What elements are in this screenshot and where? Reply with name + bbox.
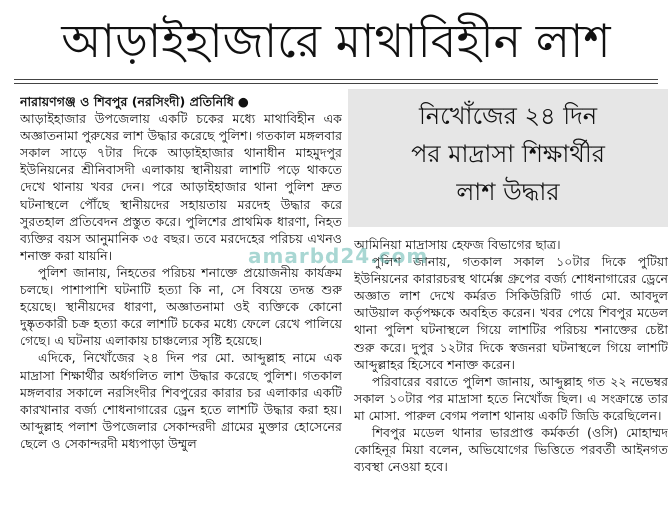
paragraph: পুলিশ জানায়, নিহতের পরিচয় শনাক্তে প্রয়োজনীয় কার্যক্রম চলছে। পাশাপাশি ঘটনাটি হত্যা কি না, সে বিষয়ে তদন্ত শুরু হয়েছে। স্থানীয়দের ধারণা, অজ্ঞাতনামা ওই ব্যক্তিকে কোনো দুষ্কৃতকারী চক্র হত্যা করে লাশটি চকের মধ্যে ফেলে রেখে পালিয়ে গেছে। এ ঘটনায় এলাকায় চাঞ্চল্যের সৃষ্টি হয়েছে। [20, 264, 342, 349]
article-column-right [354, 236, 668, 526]
highlight-box-title [348, 97, 668, 211]
watermark: amarbd24.com [248, 244, 429, 268]
byline-marker: ● [237, 94, 249, 109]
paragraph: আড়াইহাজার উপজেলায় একটি চকের মধ্যে মাথাবিহীন এক অজ্ঞাতনামা পুরুষের লাশ উদ্ধার করেছে পুলিশ। গতকাল মঙ্গলবার সকাল সাড়ে ৭টার দিকে আড়াইহাজার থানাধীন মাহমুদপুর ইউনিয়নের শ্রীনিবাসদী এলাকায় স্থানীয়রা লাশটি পড়ে থাকতে দেখে থানায় খবর দেন। পরে আড়াইহাজার থানা পুলিশ দ্রুত ঘটনাস্থলে পৌঁছে স্থানীয়দের সহায়তায় মরদেহ উদ্ধার করে সুরতহাল প্রতিবেদন প্রস্তুত করে। পুলিশের প্রাথমিক ধারণা, নিহত ব্যক্তির বয়স আনুমানিক ৩৫ বছর। তবে মরদেহের পরিচয় এখনও শনাক্ত করা যায়নি। [20, 111, 342, 263]
article-column-left [20, 93, 342, 526]
highlight-box [348, 89, 668, 227]
paragraph: পরিবারের বরাতে পুলিশ জানায়, আব্দুল্লাহ গত ২২ নভেম্বর সকাল ১০টার পর মাদ্রাসা হতে নিখোঁজ ছিল। এ সংক্রান্তে তার মা মোসা. পারুল বেগম পলাশ থানায় একটি জিডি করেছিলেন। [354, 373, 668, 423]
byline: নারায়ণগঞ্জ ও শিবপুর (নরসিংদী) প্রতিনিধি [20, 94, 234, 109]
highlight-title-line: লাশ উদ্ধার [456, 178, 560, 206]
highlight-title-line: নিখোঁজের ২৪ দিন [418, 102, 598, 130]
paragraph: এদিকে, নিখোঁজের ২৪ দিন পর মো. আব্দুল্লাহ নামে এক মাদ্রাসা শিক্ষার্থীর অর্ধগলিত লাশ উদ্ধার করেছে পুলিশ। গতকাল মঙ্গলবার সকালে নরসিংদীর শিবপুরের কারার চর এলাকার একটি কারখানার বর্জ্য শোধনাগারের ড্রেন হতে লাশটি উদ্ধার করা হয়। আব্দুল্লাহ পলাশ উপজেলার সেকান্দরদী গ্রামের মুক্তার হোসেনের ছেলে ও সেকান্দরদী মধ্যপাড়া উম্মুল [20, 350, 342, 451]
paragraph: পুলিশ জানায়, গতকাল সকাল ১০টার দিকে পুটিয়া ইউনিয়নের কারারচরস্থ থার্মেক্স গ্রুপের বর্জ্য শোধনাগারের ড্রেনে অজ্ঞাত লাশ দেখে কর্মরত সিকিউরিটি গার্ড মো. আবদুল আউয়াল কর্তৃপক্ষকে অবহিত করেন। খবর পেয়ে শিবপুর মডেল থানা পুলিশ ঘটনাস্থলে গিয়ে লাশটির পরিচয় শনাক্তের চেষ্টা শুরু করে। দুপুর ১২টার দিকে স্বজনরা ঘটনাস্থলে গিয়ে লাশটি আব্দুল্লাহর হিসেবে শনাক্ত করেন। [354, 254, 668, 372]
headline: আড়াইহাজারে মাথাবিহীন লাশ [61, 14, 611, 68]
paragraph: আমিনিয়া মাদ্রাসায় হেফজ বিভাগের ছাত্র। [354, 237, 561, 252]
paragraph: শিবপুর মডেল থানার ভারপ্রাপ্ত কর্মকর্তা (ওসি) মোহাম্মদ কোহিনূর মিয়া বলেন, অভিযোগের ভিত্তিতে পরবর্তী আইনগত ব্যবস্থা নেওয়া হবে। [354, 425, 668, 475]
headline-bottom-rule [14, 83, 658, 84]
highlight-title-line: পর মাদ্রাসা শিক্ষার্থীর [411, 140, 605, 168]
headline-top-rule [14, 79, 658, 80]
